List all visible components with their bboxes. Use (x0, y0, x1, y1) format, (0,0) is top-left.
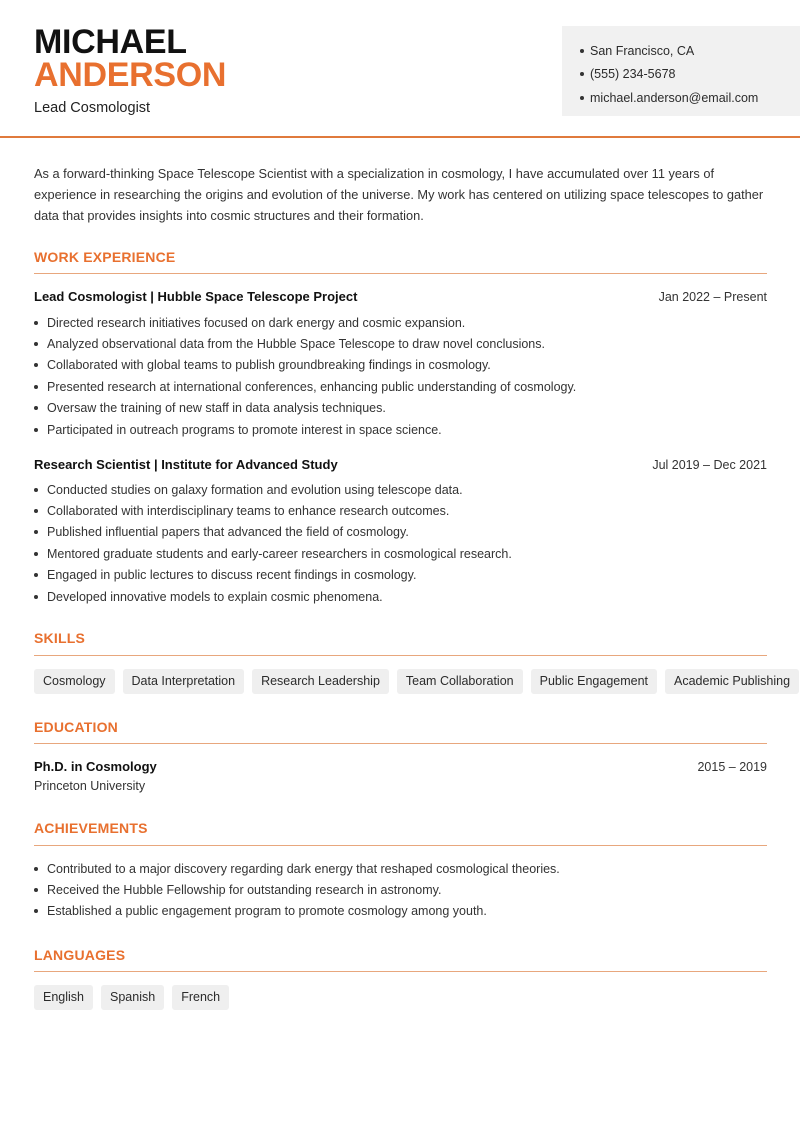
section-divider (34, 273, 767, 274)
list-item (34, 522, 512, 543)
list-item (34, 901, 560, 922)
list-item-text: Oversaw the training of new staff in data analysis techniques. (47, 401, 386, 416)
list-item (34, 355, 576, 376)
list-item-text: Published influential papers that advanced the field of cosmology. (47, 525, 409, 540)
bullet-icon (34, 509, 38, 513)
job-bullets (34, 479, 512, 607)
skills-list (34, 669, 799, 694)
contact-phone-text: (555) 234-5678 (590, 67, 676, 82)
job-role: Lead Cosmologist | Hubble Space Telescope Project (34, 289, 358, 304)
bullet-icon (580, 72, 584, 76)
skill-chip: Public Engagement (531, 669, 657, 694)
list-item (34, 858, 560, 879)
section-title-skills: SKILLS (34, 630, 85, 646)
contact-email[interactable] (580, 86, 800, 110)
contact-location (580, 39, 800, 63)
bullet-icon (34, 385, 38, 389)
resume-header (0, 0, 800, 138)
list-item (34, 543, 512, 564)
education-school: Princeton University (34, 779, 146, 793)
list-item-text: Collaborated with interdisciplinary teams to enhance research outcomes. (47, 504, 450, 519)
job-header (34, 457, 767, 472)
list-item-text: Participated in outreach programs to promote interest in space science. (47, 422, 442, 437)
list-item (34, 376, 576, 397)
last-name: ANDERSON (34, 56, 227, 94)
skill-chip: Academic Publishing (665, 669, 799, 694)
contact-email-text[interactable]: michael.anderson@email.com (590, 90, 759, 105)
first-name: MICHAEL (34, 23, 187, 61)
language-chip: French (172, 985, 229, 1010)
languages-list (34, 985, 229, 1010)
section-divider (34, 845, 767, 846)
section-divider (34, 655, 767, 656)
bullet-icon (34, 342, 38, 346)
list-item-text: Established a public engagement program to promote cosmology among youth. (47, 904, 487, 919)
bullet-icon (34, 363, 38, 367)
list-item-text: Engaged in public lectures to discuss recent findings in cosmology. (47, 568, 417, 583)
section-title-languages: LANGUAGES (34, 947, 126, 963)
job-role: Research Scientist | Institute for Advanced Study (34, 457, 338, 472)
list-item-text: Received the Hubble Fellowship for outstanding research in astronomy. (47, 883, 442, 898)
section-divider (34, 971, 767, 972)
section-title-education: EDUCATION (34, 719, 118, 735)
bullet-icon (34, 595, 38, 599)
bullet-icon (34, 888, 38, 892)
skill-chip: Research Leadership (252, 669, 389, 694)
list-item (34, 586, 512, 607)
list-item (34, 479, 512, 500)
list-item-text: Contributed to a major discovery regarding dark energy that reshaped cosmological theories. (47, 861, 560, 876)
education-header (34, 759, 767, 774)
bullet-icon (34, 488, 38, 492)
summary-paragraph: As a forward-thinking Space Telescope Scientist with a specialization in cosmology, I have accumulated over 11 years of experience in researching the origins and evolution of the universe. My work has centered on utilizing space telescopes to gather data that provides insights into cosmic structures and their formation. (34, 166, 764, 223)
list-item (34, 500, 512, 521)
section-title-achievements: ACHIEVEMENTS (34, 820, 148, 836)
job-bullets (34, 312, 576, 440)
language-chip: English (34, 985, 93, 1010)
skill-chip: Data Interpretation (123, 669, 245, 694)
list-item-text: Mentored graduate students and early-career researchers in cosmological research. (47, 546, 512, 561)
list-item (34, 312, 576, 333)
list-item-text: Presented research at international conferences, enhancing public understanding of cosmology. (47, 379, 577, 394)
skill-chip: Cosmology (34, 669, 115, 694)
job-dates: Jul 2019 – Dec 2021 (652, 458, 767, 472)
section-title-work: WORK EXPERIENCE (34, 249, 176, 265)
contact-phone (580, 63, 800, 87)
list-item (34, 419, 576, 440)
list-item (34, 879, 560, 900)
bullet-icon (34, 573, 38, 577)
list-item-text: Collaborated with global teams to publish groundbreaking findings in cosmology. (47, 358, 491, 373)
list-item (34, 398, 576, 419)
job-title: Lead Cosmologist (34, 100, 151, 116)
education-degree: Ph.D. in Cosmology (34, 759, 157, 774)
bullet-icon (34, 909, 38, 913)
contact-location-text: San Francisco, CA (590, 43, 695, 58)
language-chip: Spanish (101, 985, 164, 1010)
job-header (34, 289, 767, 304)
skill-chip: Team Collaboration (397, 669, 523, 694)
contact-box (562, 26, 800, 116)
list-item (34, 333, 576, 354)
list-item-text: Conducted studies on galaxy formation and evolution using telescope data. (47, 482, 463, 497)
bullet-icon (34, 321, 38, 325)
bullet-icon (34, 406, 38, 410)
list-item (34, 565, 512, 586)
achievements-list (34, 858, 560, 922)
section-divider (34, 743, 767, 744)
job-dates: Jan 2022 – Present (658, 290, 767, 304)
bullet-icon (34, 867, 38, 871)
education-dates: 2015 – 2019 (697, 760, 767, 774)
bullet-icon (34, 530, 38, 534)
list-item-text: Analyzed observational data from the Hubble Space Telescope to draw novel conclusions. (47, 337, 545, 352)
list-item-text: Developed innovative models to explain cosmic phenomena. (47, 589, 383, 604)
bullet-icon (34, 552, 38, 556)
list-item-text: Directed research initiatives focused on dark energy and cosmic expansion. (47, 315, 466, 330)
bullet-icon (580, 96, 584, 100)
bullet-icon (34, 428, 38, 432)
bullet-icon (580, 49, 584, 53)
